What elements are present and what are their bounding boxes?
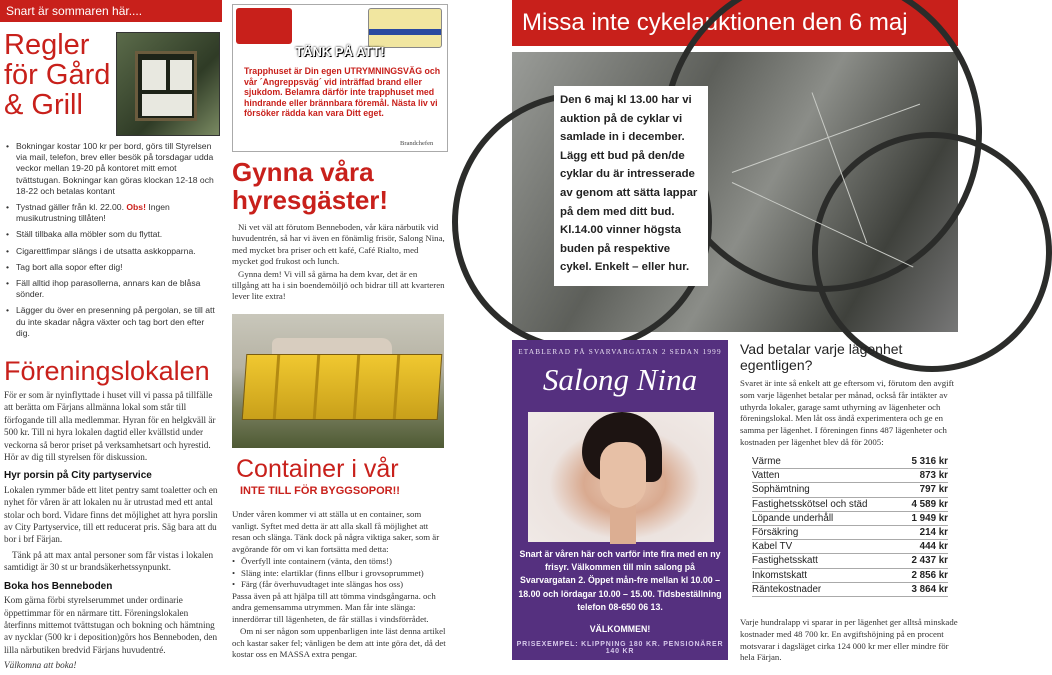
rule-item: • Fäll alltid ihop parasollerna, annars kan de blåsa sönder.	[6, 278, 220, 300]
cost-row: Vatten 873 kr	[752, 469, 948, 483]
bike-wheel	[812, 132, 1052, 372]
cost-row: Kabel TV 444 kr	[752, 540, 948, 554]
cost-row: Löpande underhåll 1 949 kr	[752, 512, 948, 526]
container-rule-item: • Överfyll inte containern (vänta, den töms!)	[232, 556, 446, 568]
obs-label: Obs!	[126, 202, 146, 213]
bike-auction-banner: Missa inte cykelauktionen den 6 maj	[512, 0, 958, 46]
fire-notice-text: Trapphuset är Din egen UTRYMNINGSVÄG och vår ´Angreppsväg´ vid inträffad brand eller sjukdom. Belamra därför inte trapphuset med hindrande eller brännbara föremål. Nästa liv vi försöker rädda kan vara Ditt eget.	[244, 66, 441, 119]
rule-item: • Cigarettfimpar slängs i de utsatta askkopparna.	[6, 246, 220, 257]
notice-paper	[170, 60, 192, 90]
notice-paper	[142, 60, 166, 90]
cost-row: Försäkring 214 kr	[752, 526, 948, 540]
cost-table	[752, 455, 948, 597]
salong-nina-title: Salong Nina	[542, 362, 698, 397]
gynna-heading: Gynna våra hyresgäster!	[232, 157, 389, 215]
bike-auction-text: Den 6 maj kl 13.00 har vi auktion på de cyklar vi samlade in i december. Lägg ett bud på den/de cyklar du är intresserade av genom att sätta lappar på dem med ditt bud. Kl.14.00 vinner högsta buden på respektive cykel. Enkelt – eller hur.	[554, 86, 708, 286]
yellow-skip-container	[242, 354, 443, 420]
article-paragraph: Ni vet väl att förutom Benneboden, vår kära närbutik vid huvudentrén, så har vi även en fönämlig frisör, Salong Nina, med mycket bra priser och ett kafé, Café Rialto, med mycket god frukost och lunch.	[232, 222, 445, 267]
neck	[610, 504, 636, 544]
model-portrait-photo	[528, 412, 714, 542]
cost-row: Fastighetsskatt 2 437 kr	[752, 554, 948, 568]
foreningslokalen-article	[4, 389, 220, 675]
container-heading: Container i vår	[236, 455, 399, 483]
cost-row: Fastighetsskötsel och städ 4 589 kr	[752, 498, 948, 512]
container-photo	[232, 314, 444, 448]
article-paragraph: Passa även på att hjälpa till att tömma vindsgångarna. och andra gemensamma utrymmen. Man får inte slänga: innerdörrar till lägenheten, de får ställas i vindsförrådet.	[232, 590, 436, 624]
rule-item: • Bokningar kostar 100 kr per bord, görs till Styrelsen via mail, telefon, brev eller besök på torsdagar udda veckor mellan 19-20 på kontoret mitt emot tvättstugan. Bokningar kan göras klockan 12-18 och 18-22 och betalas kontant	[6, 141, 220, 197]
article-paragraph: Gynna dem! Vi vill så gärna ha dem kvar, det är en tillgång att ha i sin boendemöiljö och bidrar till att kvarteren lever lite extra!	[232, 268, 445, 302]
rules-heading	[4, 30, 124, 120]
rules-list	[6, 141, 220, 344]
rule-item: • Lägger du över en presenning på pergolan, se till att du inte skadar några växter och tag bort den efter dig.	[6, 305, 220, 339]
container-rule-item: • Släng inte: elartiklar (finns ellbur i grovsoprummet)	[232, 568, 446, 580]
container-rule-item: • Färg (får överhuvudtaget inte slängas hos oss)	[232, 579, 446, 591]
article-signoff: Välkomna att boka!	[4, 660, 77, 671]
article-paragraph: Om ni ser någon som uppenbarligen inte läst denna artikel och kastar saker fel; vänligen be dem att inte göra det, då det kostar oss en MASSA extra pengar.	[232, 626, 446, 659]
article-paragraph: Lokalen rymmer både ett litet pentry samt toaletter och en nyhet för våren är att lokalen nu är utrustad med ett antal stolar och bord. Vidare finns det möjlighet att hyra porslin av City Partyservice, till ett reducerat pris. Säg bara att du bor i brf Färjan.	[4, 484, 218, 545]
ambulance-illustration	[368, 8, 442, 48]
article-paragraph: Tänk på att max antal personer som får vistas i lokalen samtidigt är 30 st ur brandsäkerhetssynpunkt.	[4, 549, 214, 573]
notice-board-photo	[116, 32, 220, 136]
fire-truck-illustration	[236, 8, 292, 44]
container-article	[232, 509, 446, 662]
salong-nina-welcome: VÄLKOMMEN!	[589, 624, 651, 634]
article-subheading: Boka hos Benneboden	[4, 580, 113, 592]
rule-item: • Tag bort alla sopor efter dig!	[6, 262, 220, 273]
fire-notice-title: TÄNK PÅ ATT!	[295, 44, 385, 59]
salong-nina-tagline: ETABLERAD PÅ SVARVARGATAN 2 SEDAN 1999	[518, 348, 722, 356]
article-paragraph: Under våren kommer vi att ställa ut en container, som vanligt. Syftet med detta är att alla skall få möjlighet att resan och slänga. Tänk dock på några viktiga saker, som är avgörande för om vi kan fortsätta med detta:	[232, 509, 440, 554]
article-paragraph: Kom gärna förbi styrelserummet under ordinarie öppettimmar för en närmare titt. Föreningslokalen återfinns mittemot tvättstugan och bokning och hämtning av nycklar (500 kr i deposition)görs hos Benneboden, den lilla närbutiken bredvid Färjans huvudentré.	[4, 595, 218, 655]
rule-item: • Tystnad gäller från kl. 22.00. Obs! Ingen musikutrustning tillåten!	[6, 202, 220, 224]
face	[600, 442, 646, 508]
article-paragraph: För er som är nyinflyttade i huset vill vi passa på tillfälle att berätta om Färjans allmänna lokal som står till förfogande till alla medlemmar. Hyran för en helgkväll är 500 kr. Till ni hyra lokalen dagtid eller kvällstid under veckorna så beror priset på verksamhetsart och hyrestid. Hör av dig till styrelsen för diskussion.	[4, 390, 216, 463]
salong-nina-prices: PRISEXEMPEL: KLIPPNING 180 KR. PENSIONÄRER 140 KR	[516, 641, 724, 655]
notice-board	[135, 51, 197, 121]
rule-item: • Ställ tillbaka alla möbler som du flyttat.	[6, 229, 220, 240]
cost-row: Räntekostnader 3 864 kr	[752, 583, 948, 597]
rules-heading-line: Regler	[4, 29, 90, 61]
article-subheading: Hyr porsin på City partyservice	[4, 470, 152, 482]
costs-intro: Svaret är inte så enkelt att ge eftersom vi, förutom den avgift som varje lägenhet betalar per månad, också får intäkter av uthyrda lokaler, garage samt uthyrning av lägenheter och föreningslokal. Men låt oss ändå experimentera och ge en samma per lägenhet. I föreningen finns 487 lägenheter och kostnaden per lägenhet blev då för 2005:	[740, 378, 954, 447]
rules-heading-line: & Grill	[4, 89, 83, 121]
fire-notice-credit: Brandchefen	[400, 140, 434, 147]
cost-row: Värme 5 316 kr	[752, 455, 948, 469]
container-rules	[232, 556, 446, 591]
cost-row: Inkomstskatt 2 856 kr	[752, 569, 948, 583]
foreningslokalen-heading: Föreningslokalen	[4, 356, 210, 386]
cost-row: Sophämtning 797 kr	[752, 483, 948, 497]
costs-heading: Vad betalar varje lägenhet egentligen?	[740, 341, 903, 373]
costs-footnote: Varje hundralapp vi sparar in per lägenhet ger alltså minskade kostnader med 48 700 kr. En avgiftshöjning på en procent motsvarar i dagsläget cirka 124 000 kr mer eller mindre för hela Färjan.	[740, 617, 958, 663]
gynna-article	[232, 222, 446, 304]
notice-paper	[142, 94, 192, 116]
salong-nina-text: Snart är våren här och varför inte fira med en ny frisyr. Välkommen till min salong på Svarvargatan 2. Öppet mån-fre mellan kl 10.00 – 18.00 och lördagar 10.00 – 15.00. Tidsbeställning telefon 08-650 06 13.	[518, 549, 722, 612]
section-banner-summer: Snart är sommaren här....	[0, 0, 222, 22]
container-subheading: INTE TILL FÖR BYGGSOPOR!!	[240, 485, 400, 497]
rules-heading-line: för Gård	[4, 59, 111, 91]
